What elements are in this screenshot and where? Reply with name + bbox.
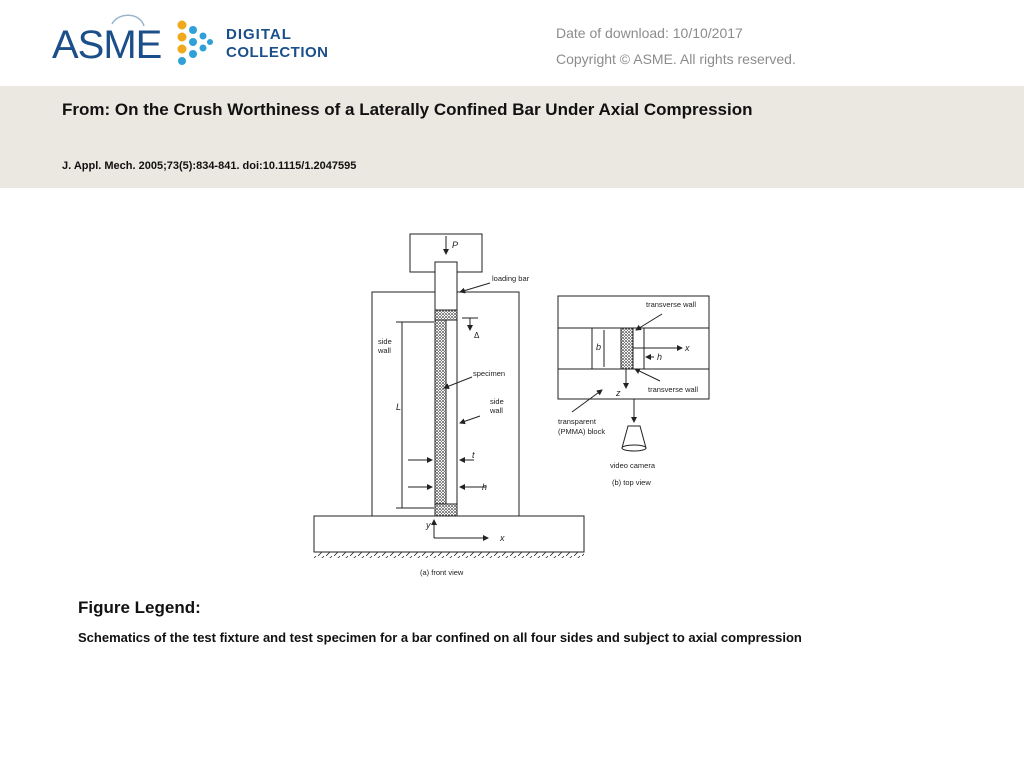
logo-line2: COLLECTION bbox=[226, 44, 329, 61]
label-length: L bbox=[396, 402, 402, 412]
article-title: From: On the Crush Worthiness of a Laterally Confined Bar Under Axial Compression bbox=[62, 100, 753, 119]
download-date: Date of download: 10/10/2017 bbox=[556, 25, 743, 41]
specimen-cap-bottom bbox=[435, 504, 457, 516]
copyright: Copyright © ASME. All rights reserved. bbox=[556, 51, 796, 67]
specimen-cap-top bbox=[435, 310, 457, 320]
pmma-block-leader bbox=[572, 390, 602, 412]
ground-hatch bbox=[314, 552, 584, 558]
label-transverse-wall-top: transverse wall bbox=[646, 300, 697, 309]
logo-brand: ASME bbox=[52, 23, 162, 67]
top-view-caption: (b) top view bbox=[612, 478, 651, 487]
label-block-2: (PMMA) block bbox=[558, 427, 606, 436]
asme-digital-collection-logo bbox=[52, 10, 352, 72]
label-specimen: specimen bbox=[473, 369, 506, 378]
front-view-caption: (a) front view bbox=[420, 568, 464, 577]
logo-dots-icon bbox=[178, 21, 214, 66]
label-block-1: transparent bbox=[558, 417, 596, 426]
label-top-h: h bbox=[657, 352, 663, 362]
label-side-wall-right-2: wall bbox=[490, 406, 503, 415]
label-loading-bar: loading bar bbox=[492, 274, 530, 283]
front-view bbox=[314, 234, 584, 558]
loading-bar bbox=[435, 262, 457, 310]
schematic-figure bbox=[310, 226, 720, 586]
label-load: P bbox=[452, 240, 459, 250]
label-top-x-axis: x bbox=[685, 343, 690, 353]
label-side-wall-left-2: wall bbox=[378, 346, 391, 355]
label-x-axis: x bbox=[500, 533, 505, 543]
header bbox=[0, 0, 1024, 86]
specimen-bar bbox=[435, 320, 446, 504]
label-thickness: t bbox=[472, 450, 475, 460]
label-height: h bbox=[482, 482, 488, 492]
figure-legend-text: Schematics of the test fixture and test specimen for a bar confined on all four sides and subject to axial compression bbox=[78, 630, 802, 645]
loading-bar-leader bbox=[460, 283, 490, 292]
label-side-wall-right-1: side bbox=[490, 397, 504, 406]
download-info bbox=[556, 20, 796, 72]
label-b: b bbox=[596, 342, 602, 352]
specimen-leader bbox=[444, 377, 472, 388]
label-side-wall-left-1: side bbox=[378, 337, 392, 346]
video-camera-icon bbox=[622, 399, 646, 451]
figure-legend-heading: Figure Legend: bbox=[78, 598, 201, 617]
label-y-axis: y bbox=[426, 520, 431, 530]
side-wall-leader bbox=[460, 416, 480, 423]
label-transverse-wall-bottom: transverse wall bbox=[648, 385, 699, 394]
top-specimen bbox=[621, 328, 633, 369]
label-delta: Δ bbox=[474, 331, 480, 340]
article-citation: J. Appl. Mech. 2005;73(5):834-841. doi:10.1115/1.2047595 bbox=[62, 160, 357, 172]
logo-line1: DIGITAL bbox=[226, 26, 292, 43]
label-z: z bbox=[616, 388, 621, 398]
label-camera: video camera bbox=[610, 461, 656, 470]
base-plate bbox=[314, 516, 584, 552]
transverse-wall-bottom-leader bbox=[635, 369, 660, 381]
